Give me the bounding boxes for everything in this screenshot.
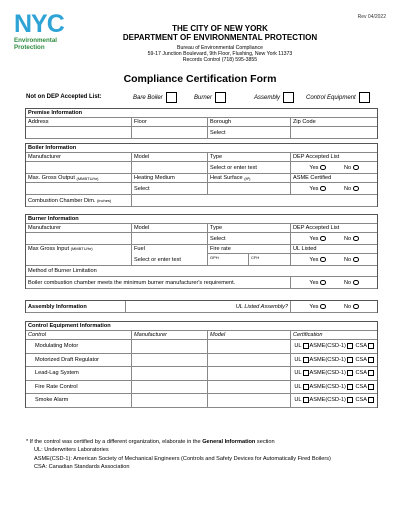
- csa-label: CSA: [355, 370, 367, 377]
- model-field[interactable]: [208, 381, 291, 394]
- control-item: Smoke Alarm: [26, 394, 132, 407]
- header-line1: THE CITY OF NEW YORK: [172, 24, 268, 33]
- max-gross-field[interactable]: [26, 183, 132, 194]
- yes-label: Yes: [309, 164, 319, 171]
- boiler-heading: Boiler Information: [26, 144, 377, 153]
- model-field[interactable]: [208, 340, 291, 353]
- model-field[interactable]: [132, 233, 208, 244]
- footnotes: [26, 438, 331, 471]
- type-select[interactable]: Select or enter text: [208, 162, 291, 173]
- footnote-csa: CSA: Canadian Standards Association: [34, 463, 130, 470]
- heat-surface-text: Heat Surface: [210, 175, 243, 181]
- zip-label: Zip Code: [293, 119, 316, 125]
- heating-medium-select[interactable]: Select: [132, 183, 208, 194]
- unit-label: (MMBTU/hr): [76, 175, 99, 181]
- col-certification: Certification: [293, 332, 323, 338]
- manufacturer-field[interactable]: [26, 162, 132, 173]
- max-gross-text: Max Gross Input: [28, 246, 70, 252]
- ul-label: UL: [294, 343, 302, 350]
- csa-label: CSA: [355, 343, 367, 350]
- assembly-section: [25, 300, 378, 313]
- agency-header: [80, 24, 360, 64]
- premise-heading: Premise Information: [26, 109, 377, 118]
- asme-checkbox[interactable]: [347, 370, 353, 376]
- manufacturer-field[interactable]: [132, 394, 208, 407]
- ul-checkbox[interactable]: [303, 397, 309, 403]
- type-select[interactable]: Select: [208, 233, 291, 244]
- floor-label: Floor: [132, 118, 208, 126]
- ul-label: UL: [294, 383, 302, 390]
- option-assembly[interactable]: [254, 92, 294, 103]
- gph-field[interactable]: [208, 254, 249, 265]
- cert-options: [291, 394, 377, 407]
- manufacturer-field[interactable]: [26, 233, 132, 244]
- dep-list-label: DEP Accepted List: [293, 225, 340, 231]
- asme-label: ASME(CSD-1): [309, 343, 346, 350]
- cert-options: [291, 381, 377, 394]
- fire-rate-label: Fire rate: [208, 245, 290, 254]
- control-item: Lead-Lag System: [26, 367, 132, 380]
- combustion-meets-label: Boiler combustion chamber meets the minimum burner manufacturer's requirement.: [26, 277, 291, 288]
- asme-label: ASME(CSD-1): [309, 356, 346, 363]
- max-gross-output-label: [26, 174, 132, 182]
- manufacturer-field[interactable]: [132, 340, 208, 353]
- unit-label: (inches): [97, 198, 112, 203]
- csa-checkbox[interactable]: [368, 343, 374, 349]
- asme-label: ASME Certified: [293, 175, 332, 181]
- option-label: Burner: [194, 94, 213, 101]
- heat-surface-field[interactable]: [208, 183, 291, 194]
- header-line4: 59-17 Junction Boulevard, 9th Floor, Flushing, New York 11373: [147, 51, 293, 58]
- no-label: No: [343, 185, 352, 192]
- ul-label: UL: [294, 356, 302, 363]
- revision-label: Rev 04/2022: [357, 14, 386, 20]
- model-field[interactable]: [208, 394, 291, 407]
- model-label: Model: [132, 153, 208, 161]
- boiler-section: [25, 143, 378, 207]
- footnote-asme: ASME(CSD-1): American Society of Mechanical Engineers (Controls and Safety Devices for Automatically Fired Boilers): [34, 455, 331, 462]
- cert-options: [291, 340, 377, 353]
- no-radio[interactable]: [353, 257, 359, 263]
- control-heading: Control Equipment Information: [26, 322, 377, 331]
- yes-label: Yes: [309, 279, 319, 286]
- fuel-label: Fuel: [134, 246, 145, 252]
- asme-checkbox[interactable]: [347, 397, 353, 403]
- no-label: No: [343, 164, 352, 171]
- note-bold: General Information: [202, 439, 256, 445]
- csa-label: CSA: [355, 383, 367, 390]
- combustion-chamber-label: [26, 195, 132, 206]
- combustion-chamber-field[interactable]: [132, 195, 377, 206]
- ul-checkbox[interactable]: [303, 384, 309, 390]
- control-section: [25, 321, 378, 408]
- gph-label: GPH: [210, 255, 219, 260]
- form-title: Compliance Certification Form: [123, 73, 277, 85]
- ul-label: UL: [294, 397, 302, 404]
- manufacturer-field[interactable]: [132, 381, 208, 394]
- logo-subtitle: [14, 38, 84, 51]
- yes-radio[interactable]: [320, 165, 326, 171]
- control-row: [26, 367, 377, 381]
- unit-label: (ft²): [244, 175, 251, 181]
- yes-label: Yes: [309, 303, 319, 310]
- header-line2: DEPARTMENT OF ENVIRONMENTAL PROTECTION: [122, 33, 318, 42]
- ul-checkbox[interactable]: [303, 343, 309, 349]
- max-gross-text: Max. Gross Output: [28, 175, 75, 181]
- heating-medium-label: Heating Medium: [132, 174, 208, 182]
- header-line3: Bureau of Environmental Compliance: [177, 45, 263, 51]
- no-label: No: [343, 235, 352, 242]
- yes-label: Yes: [309, 185, 319, 192]
- burner-heading: Burner Information: [26, 215, 377, 224]
- control-row: [26, 354, 377, 368]
- model-label: Model: [132, 224, 208, 232]
- address-label: Address: [26, 118, 132, 126]
- assembly-heading: Assembly Information: [26, 301, 126, 312]
- unit-label: (MMBTU/hr): [70, 246, 93, 251]
- max-gross-input-label: [26, 245, 132, 265]
- option-label: Assembly: [254, 94, 281, 101]
- no-label: No: [343, 303, 352, 310]
- svg-text:NYC: NYC: [14, 12, 64, 34]
- option-bare-boiler[interactable]: [133, 92, 177, 103]
- borough-label: Borough: [208, 118, 291, 126]
- manufacturer-field[interactable]: [132, 354, 208, 367]
- ul-assembly-question: UL Listed Assembly?: [126, 301, 291, 312]
- control-item: Motorized Draft Regulator: [26, 354, 132, 367]
- no-radio[interactable]: [353, 165, 359, 171]
- control-item: Modulating Motor: [26, 340, 132, 353]
- manufacturer-label: Manufacturer: [26, 224, 132, 232]
- address-field[interactable]: [26, 127, 132, 138]
- footnote-general: [26, 438, 331, 446]
- col-control: Control: [26, 331, 132, 339]
- fuel-select[interactable]: Select or enter text: [134, 257, 181, 263]
- csa-checkbox[interactable]: [368, 384, 374, 390]
- control-row: [26, 340, 377, 354]
- cert-options: [291, 354, 377, 367]
- type-label: Type: [208, 153, 291, 161]
- no-radio[interactable]: [353, 186, 359, 192]
- asme-checkbox[interactable]: [347, 384, 353, 390]
- option-label: Control Equipment: [306, 94, 356, 101]
- model-field[interactable]: [208, 367, 291, 380]
- logo-sub1: Environmental: [14, 37, 57, 44]
- asme-checkbox[interactable]: [347, 343, 353, 349]
- cfh-field[interactable]: [249, 254, 290, 265]
- yes-radio[interactable]: [320, 257, 326, 263]
- dep-list-label: DEP Accepted List: [293, 154, 340, 160]
- model-field[interactable]: [208, 354, 291, 367]
- control-row: [26, 381, 377, 395]
- csa-checkbox[interactable]: [368, 397, 374, 403]
- footnote-ul: UL: Underwriters Laboratories: [34, 447, 109, 454]
- cfh-label: CFH: [251, 255, 260, 260]
- no-radio[interactable]: [353, 236, 359, 242]
- type-label: Type: [208, 224, 291, 232]
- method-limitation-label: Method of Burner Limitation: [28, 268, 97, 274]
- no-label: No: [343, 256, 352, 263]
- yes-label: Yes: [309, 256, 319, 263]
- yes-label: Yes: [309, 235, 319, 242]
- borough-select[interactable]: Select: [208, 127, 291, 138]
- yes-radio[interactable]: [320, 280, 326, 286]
- csa-label: CSA: [355, 397, 367, 404]
- yes-radio[interactable]: [320, 186, 326, 192]
- heat-surface-label: [208, 174, 291, 182]
- csa-checkbox[interactable]: [368, 357, 374, 363]
- zip-field[interactable]: [291, 127, 377, 138]
- col-manufacturer: Manufacturer: [132, 331, 208, 339]
- ul-listed-label: UL Listed: [291, 245, 377, 254]
- csa-label: CSA: [355, 356, 367, 363]
- ul-checkbox[interactable]: [303, 370, 309, 376]
- option-burner[interactable]: [194, 92, 226, 103]
- no-radio[interactable]: [353, 304, 359, 310]
- cert-options: [291, 367, 377, 380]
- ul-checkbox[interactable]: [303, 357, 309, 363]
- asme-label: ASME(CSD-1): [309, 397, 346, 404]
- option-label: Bare Boiler: [133, 94, 163, 101]
- combustion-text: Combustion Chamber Dim.: [28, 197, 96, 204]
- asme-checkbox[interactable]: [347, 357, 353, 363]
- manufacturer-field[interactable]: [132, 367, 208, 380]
- control-row: [26, 394, 377, 408]
- assembly-checkbox[interactable]: [283, 92, 294, 103]
- burner-section: [25, 214, 378, 289]
- no-radio[interactable]: [353, 280, 359, 286]
- csa-checkbox[interactable]: [368, 370, 374, 376]
- yes-radio[interactable]: [320, 304, 326, 310]
- note-prefix: * If the control was certified by a different organization, elaborate in the: [26, 439, 203, 445]
- header-line5: Records Control (718) 595-3855: [182, 57, 258, 64]
- col-model: Model: [208, 331, 291, 339]
- option-control-equipment[interactable]: [306, 92, 370, 103]
- asme-label: ASME(CSD-1): [309, 370, 346, 377]
- control-equipment-checkbox[interactable]: [359, 92, 370, 103]
- control-item: Fire Rate Control: [26, 381, 132, 394]
- no-label: No: [343, 279, 352, 286]
- burner-checkbox[interactable]: [215, 92, 226, 103]
- manufacturer-label: Manufacturer: [26, 153, 132, 161]
- not-dep-label: Not on DEP Accepted List:: [26, 94, 102, 100]
- nyc-logo-icon: [14, 12, 70, 34]
- model-field[interactable]: [132, 162, 208, 173]
- asme-label: ASME(CSD-1): [309, 383, 346, 390]
- floor-field[interactable]: [132, 127, 208, 138]
- note-suffix: section: [255, 439, 275, 445]
- bare-boiler-checkbox[interactable]: [166, 92, 177, 103]
- premise-section: [25, 108, 378, 139]
- logo-sub2: Protection: [14, 43, 45, 51]
- ul-label: UL: [294, 370, 302, 377]
- yes-radio[interactable]: [320, 236, 326, 242]
